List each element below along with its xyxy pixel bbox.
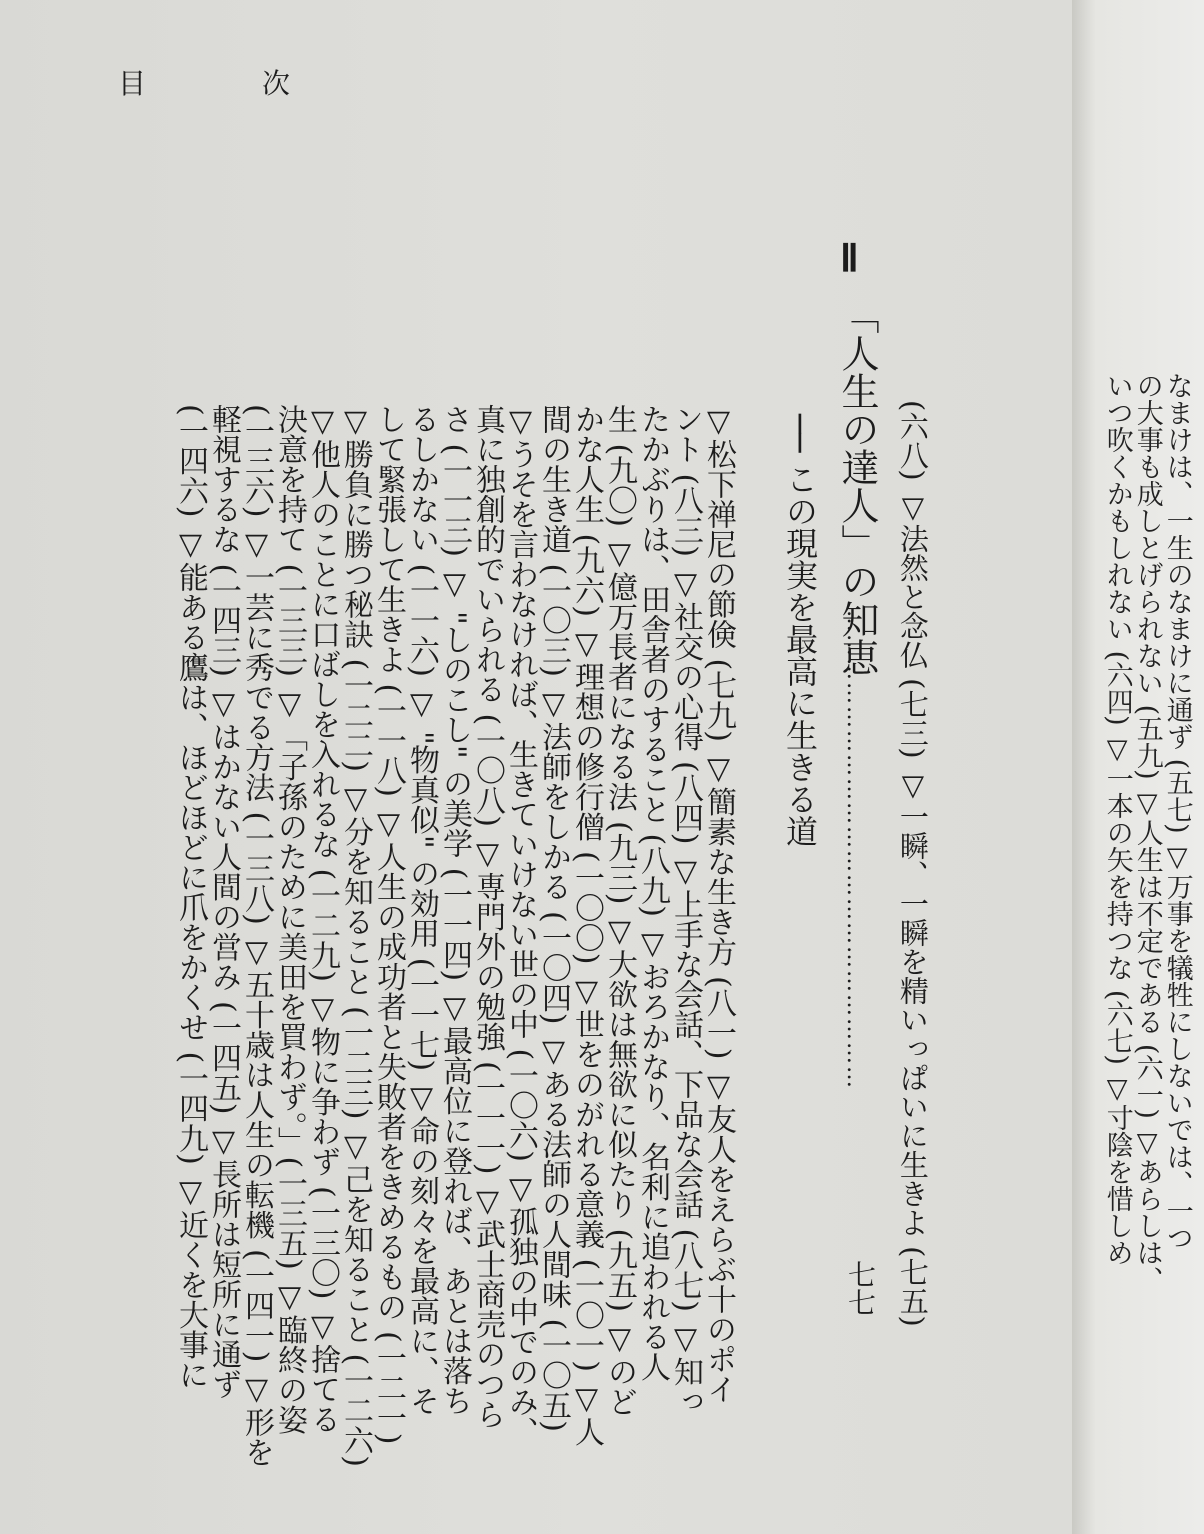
header-ji: 次 — [262, 67, 291, 100]
body-line-14: 決意を持て (一三三) ▽「子孫のために美田を買わず。」(一三五) ▽臨終の姿 — [272, 404, 307, 1435]
right-page-line-2: の大事も成しとげられない (五九) ▽人生は不定である (六一) ▽あらしは、 — [1131, 372, 1163, 1294]
right-page-line-3: いつ吹くかもしれない (六四) ▽一本の矢を持つな (六七) ▽寸陰を惜しめ — [1101, 372, 1133, 1267]
body-line-16: 軽視するな (一四三) ▽はかない人間の営み (一四五) ▽長所は短所に通ず — [206, 404, 241, 1399]
body-line-5: かな人生 (九六) ▽理想の修行僧 (一〇〇) ▽世をのがれる意義 (一〇一) ▽人 — [569, 404, 604, 1447]
body-line-17: (一四六) ▽能ある鷹は、ほどほどに爪をかくせ (一四九) ▽近くを大事に — [173, 404, 208, 1390]
body-line-4: 生 (九〇) ▽億万長者になる法 (九三) ▽大欲は無欲に似たり (九五) ▽のど — [602, 404, 637, 1417]
body-line-10: るしかない (一一六) ▽ "物真似" の効用 (一一七) ▽命の刻々を最高に、そ — [404, 404, 439, 1416]
body-line-9: さ (一一三) ▽ "しのこし" の美学 (一一四) ▽最高位に登れば、あとは落ち — [437, 404, 472, 1416]
header-moku: 目 — [118, 67, 147, 100]
body-line-8: 真に独創的でいられる (一〇八) ▽専門外の勉強 (一一一) ▽武士商売のつら — [470, 404, 505, 1429]
body-line-2: ント (八三) ▽社交の心得 (八四) ▽上手な会話、下品な会話 (八七) ▽知っ — [668, 404, 703, 1417]
body-line-13: ▽他人のことに口ばしを入れるな (一二九) ▽物に争わず (一三〇) ▽捨てる — [305, 404, 340, 1434]
section-subtitle: ── この現実を最高に生きる道 — [781, 414, 819, 847]
body-line-7: ▽うそを言わなければ、生きていけない世の中 (一〇六) ▽孤独の中でのみ、 — [503, 404, 538, 1447]
page-number: 七七 — [844, 1260, 877, 1316]
body-line-11: して緊張して生きよ (一一八) ▽人生の成功者と失敗者をきめるもの (一二一) — [371, 404, 406, 1445]
body-line-3: たかぶりは、田舎者のすること (八九) ▽おろかなり、名利に追われる人 — [635, 404, 670, 1382]
body-line-1: ▽松下禅尼の節倹 (七九) ▽簡素な生き方 (八一) ▽友人をえらぶ十のポイ — [701, 404, 736, 1404]
body-line-12: ▽勝負に勝つ秘訣 (一二二) ▽分を知ること (一二三) ▽己を知ること (一二六) — [338, 404, 373, 1467]
right-page-line-1: なまけは、一生のなまけに通ず (五七) ▽万事を犠牲にしないでは、一つ — [1161, 372, 1193, 1252]
body-line-15: (一三六) ▽一芸に秀でる方法 (一三八) ▽五十歳は人生の転機 (一四一) ▽形を — [239, 404, 274, 1467]
leader-dots: …………………………………………………… — [842, 610, 868, 1090]
body-line-6: 間の生き道 (一〇三) ▽法師をしかる (一〇四) ▽ある法師の人間味 (一〇五) — [536, 404, 571, 1432]
section-number: Ⅱ — [840, 238, 859, 280]
prev-section-line: (六八) ▽法然と念仏 (七三) ▽一瞬、一瞬を精いっぱいに生きよ (七五) — [895, 400, 930, 1327]
section-title: 「人生の達人」の知恵 — [835, 296, 879, 676]
